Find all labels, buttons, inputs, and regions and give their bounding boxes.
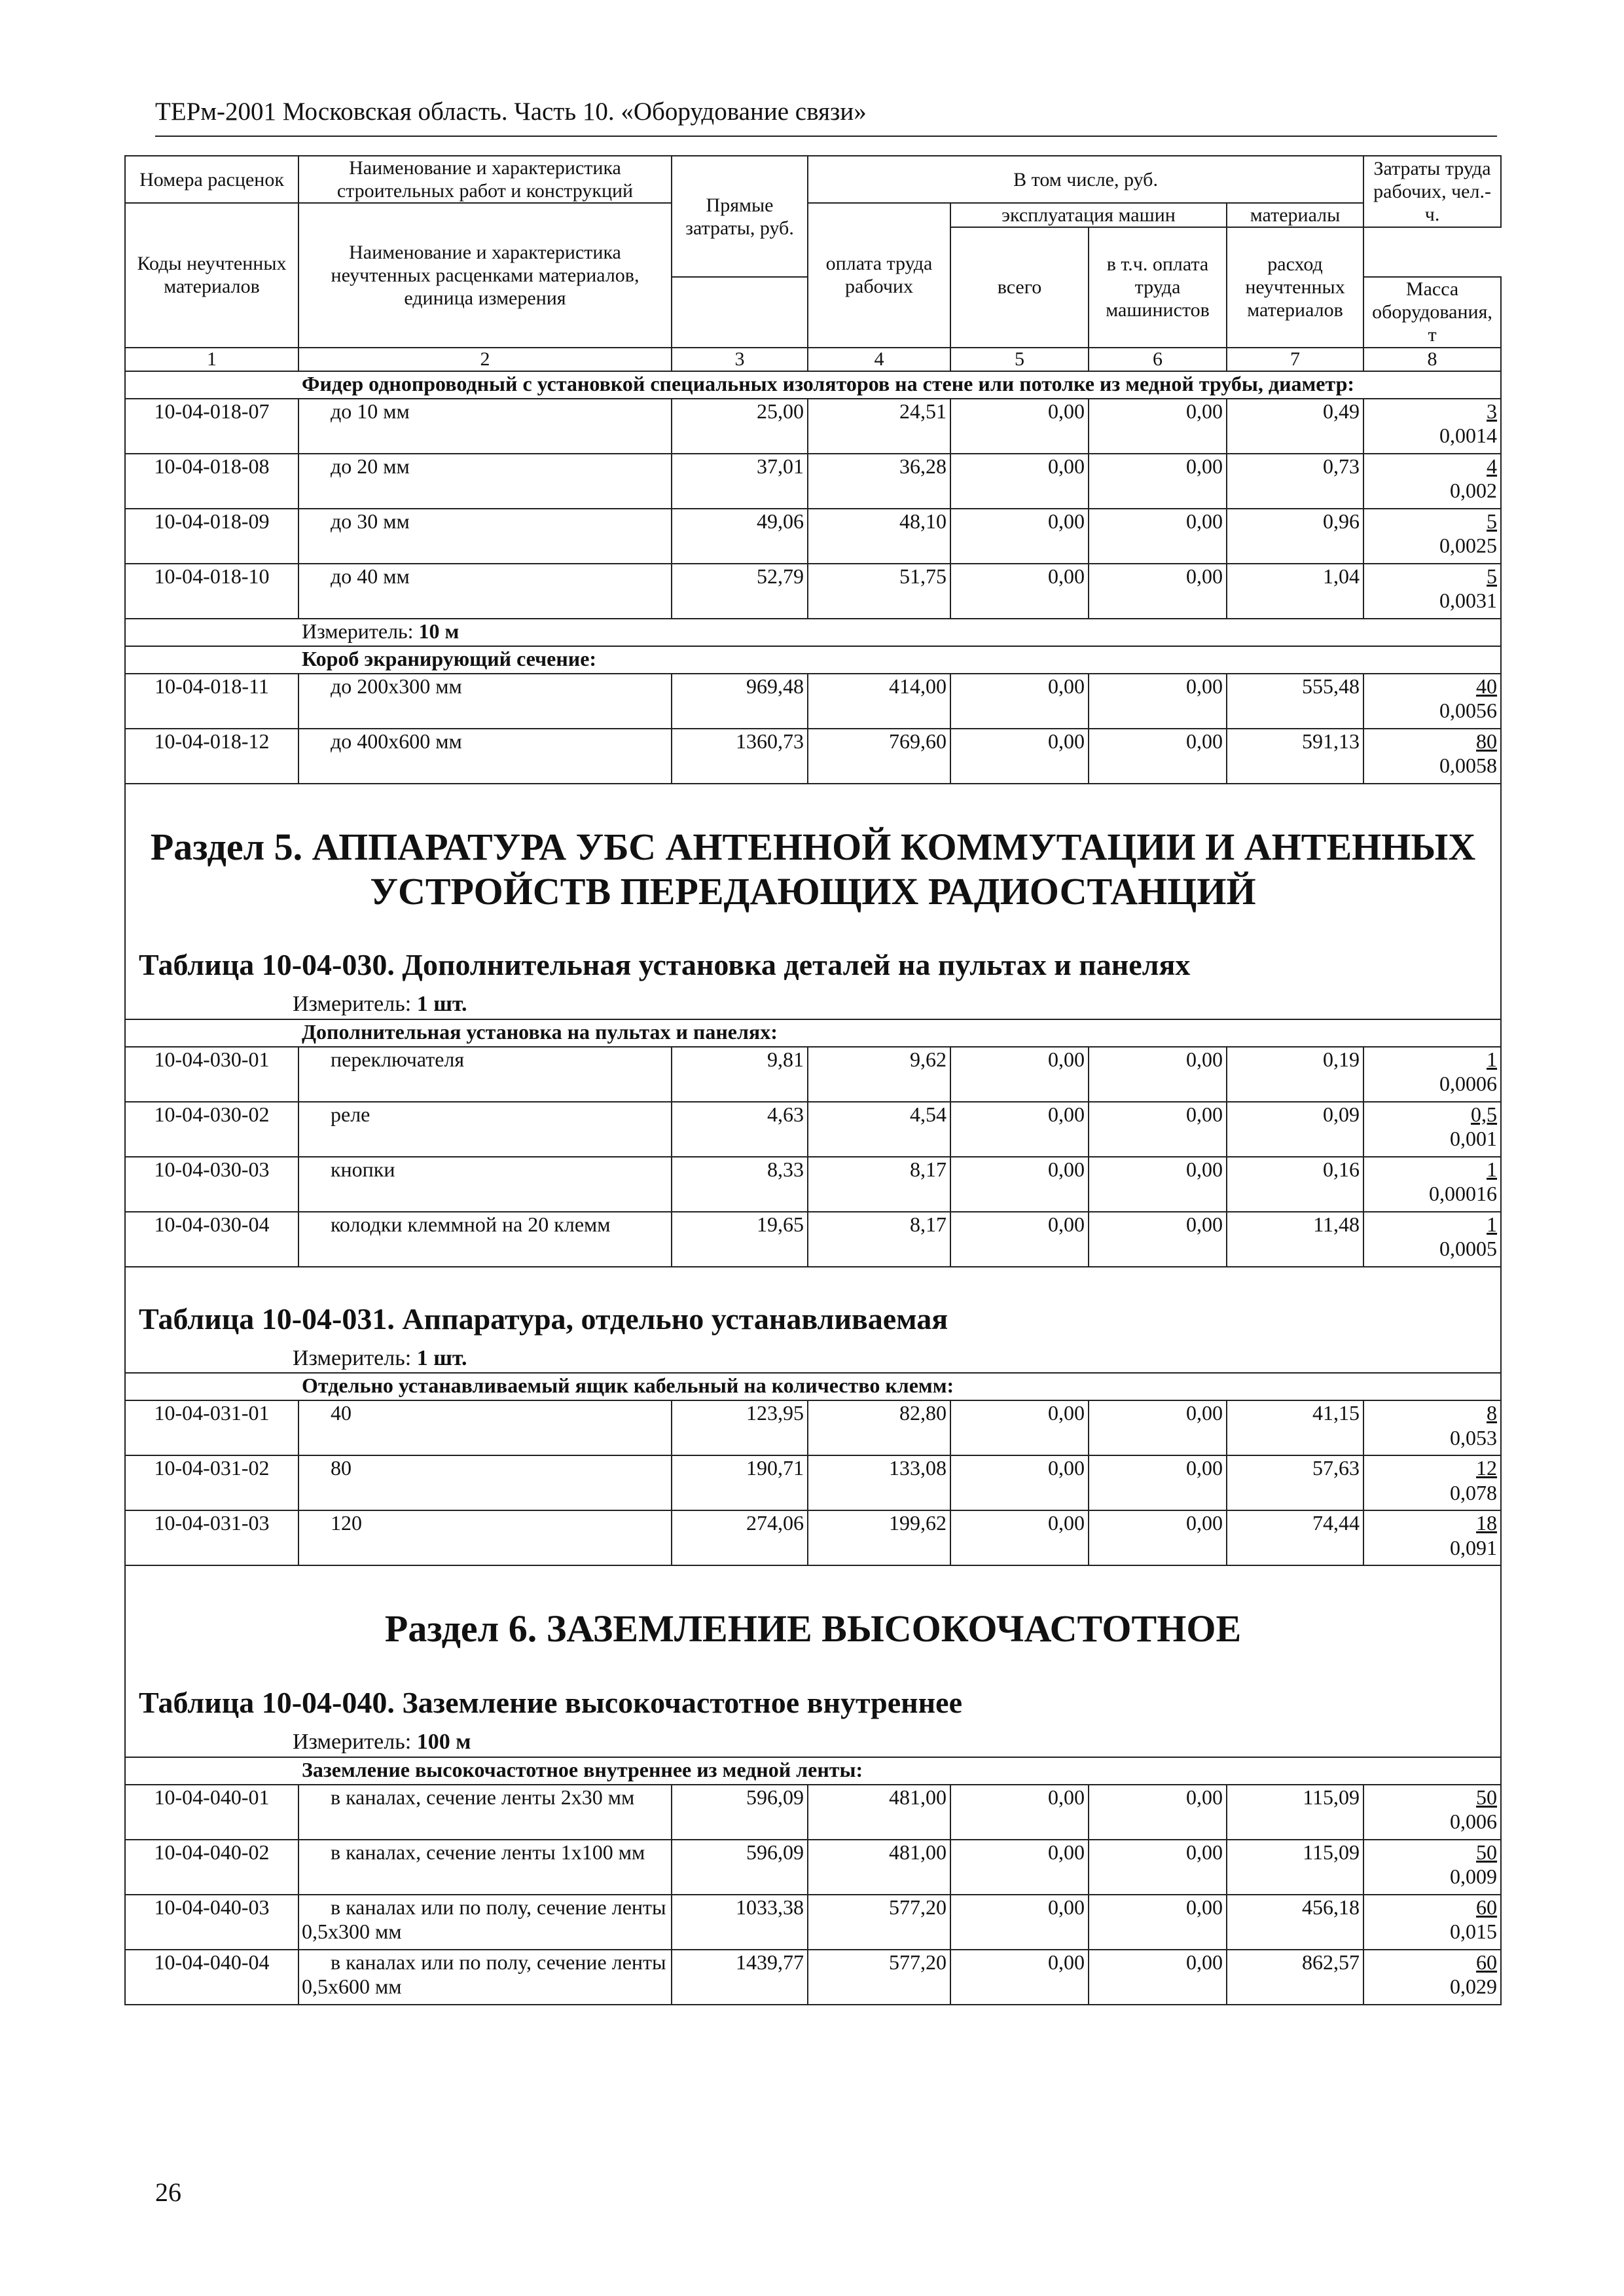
materials-cost: 41,15 — [1227, 1400, 1363, 1455]
work-name: до 30 мм — [298, 509, 672, 564]
labor-mass-cell — [1363, 1895, 1501, 1950]
machines-total: 0,00 — [950, 674, 1089, 729]
header-labor-hours: Затраты труда рабочих, чел.-ч. — [1363, 156, 1501, 227]
labor-pay: 577,20 — [808, 1950, 950, 2005]
col-number: 3 — [672, 348, 808, 372]
rate-code: 10-04-040-04 — [125, 1950, 298, 2005]
measure-label: Измеритель: — [293, 992, 412, 1017]
materials-cost: 0,73 — [1227, 454, 1363, 509]
table-row — [125, 1950, 1501, 2005]
machines-total: 0,00 — [950, 1212, 1089, 1267]
equipment-mass: 0,0025 — [1439, 534, 1498, 558]
machinists-pay: 0,00 — [1089, 1950, 1227, 2005]
labor-pay: 8,17 — [808, 1212, 950, 1267]
rate-code: 10-04-040-01 — [125, 1785, 298, 1840]
work-name: 120 — [298, 1510, 672, 1565]
labor-hours: 50 — [1476, 1785, 1498, 1809]
direct-costs: 596,09 — [672, 1840, 808, 1895]
equipment-mass: 0,0014 — [1439, 424, 1498, 448]
work-name: до 400х600 мм — [298, 729, 672, 784]
table-row — [125, 1157, 1501, 1212]
equipment-mass: 0,0056 — [1439, 699, 1498, 723]
equipment-mass: 0,0058 — [1439, 754, 1498, 778]
table-row — [125, 1840, 1501, 1895]
equipment-mass: 0,0006 — [1439, 1071, 1498, 1095]
rate-code: 10-04-030-01 — [125, 1047, 298, 1102]
labor-pay: 82,80 — [808, 1400, 950, 1455]
table-row — [125, 1047, 1501, 1102]
labor-hours: 4 — [1487, 454, 1498, 479]
rate-code: 10-04-018-12 — [125, 729, 298, 784]
header-labor-pay: оплата труда рабочих — [808, 203, 950, 347]
machinists-pay: 0,00 — [1089, 564, 1227, 619]
table-row — [125, 509, 1501, 564]
equipment-mass: 0,001 — [1450, 1126, 1498, 1150]
header-direct-costs: Прямые затраты, руб. — [672, 156, 808, 277]
labor-hours: 8 — [1487, 1401, 1498, 1425]
header-direct-costs-cont — [672, 277, 808, 347]
work-name: в каналах или по полу, сечение ленты 0,5х300 мм — [298, 1895, 672, 1950]
direct-costs: 274,06 — [672, 1510, 808, 1565]
labor-hours: 0,5 — [1471, 1102, 1498, 1126]
direct-costs: 1439,77 — [672, 1950, 808, 2005]
col-number: 6 — [1089, 348, 1227, 372]
equipment-mass: 0,0031 — [1439, 589, 1498, 613]
equipment-mass: 0,009 — [1450, 1864, 1498, 1888]
table-row — [125, 1895, 1501, 1950]
labor-hours: 50 — [1476, 1840, 1498, 1864]
header-rate-numbers: Номера расценок — [125, 156, 298, 203]
work-name: до 20 мм — [298, 454, 672, 509]
group-title: Фидер однопроводный с установкой специальных изоляторов на стене или потолке из медной трубы, диаметр: — [302, 372, 1355, 396]
labor-mass-cell — [1363, 564, 1501, 619]
header-machines: эксплуатация машин — [950, 203, 1227, 227]
direct-costs: 19,65 — [672, 1212, 808, 1267]
rate-code: 10-04-018-07 — [125, 399, 298, 454]
equipment-mass: 0,015 — [1450, 1919, 1498, 1943]
labor-hours: 5 — [1487, 509, 1498, 534]
labor-hours: 12 — [1476, 1456, 1498, 1480]
table-040-title: Таблица 10-04-040. Заземление высокочастотное внутреннее — [139, 1685, 962, 1719]
machinists-pay: 0,00 — [1089, 1455, 1227, 1510]
labor-hours: 5 — [1487, 564, 1498, 589]
group-header-row — [125, 1019, 1501, 1047]
labor-pay: 8,17 — [808, 1157, 950, 1212]
group-spacer — [125, 646, 298, 674]
labor-mass-cell — [1363, 1455, 1501, 1510]
labor-mass-cell — [1363, 1212, 1501, 1267]
work-name: реле — [298, 1102, 672, 1157]
materials-cost: 862,57 — [1227, 1950, 1363, 2005]
group-header-row — [125, 371, 1501, 399]
machinists-pay: 0,00 — [1089, 1510, 1227, 1565]
work-name: до 200х300 мм — [298, 674, 672, 729]
group-title: Отдельно устанавливаемый ящик кабельный на количество клемм: — [302, 1374, 954, 1398]
direct-costs: 969,48 — [672, 674, 808, 729]
machines-total: 0,00 — [950, 1895, 1089, 1950]
labor-mass-cell — [1363, 1840, 1501, 1895]
labor-mass-cell — [1363, 1950, 1501, 2005]
materials-cost: 0,19 — [1227, 1047, 1363, 1102]
header-equipment-mass: Масса оборудования, т — [1363, 277, 1501, 347]
table-row — [125, 564, 1501, 619]
rate-code: 10-04-030-03 — [125, 1157, 298, 1212]
equipment-mass: 0,078 — [1450, 1480, 1498, 1504]
machinists-pay: 0,00 — [1089, 1785, 1227, 1840]
machines-total: 0,00 — [950, 454, 1089, 509]
equipment-mass: 0,029 — [1450, 1974, 1498, 1998]
group-spacer — [125, 619, 298, 646]
labor-mass-cell — [1363, 399, 1501, 454]
table-row — [125, 1212, 1501, 1267]
group-header-row — [125, 1373, 1501, 1400]
materials-cost: 456,18 — [1227, 1895, 1363, 1950]
machinists-pay: 0,00 — [1089, 509, 1227, 564]
header-machines-total: всего — [950, 227, 1089, 347]
table-row — [125, 454, 1501, 509]
direct-costs: 37,01 — [672, 454, 808, 509]
machinists-pay: 0,00 — [1089, 1047, 1227, 1102]
rate-code: 10-04-031-03 — [125, 1510, 298, 1565]
direct-costs: 596,09 — [672, 1785, 808, 1840]
labor-pay: 769,60 — [808, 729, 950, 784]
table-row — [125, 1455, 1501, 1510]
direct-costs: 8,33 — [672, 1157, 808, 1212]
equipment-mass: 0,00016 — [1429, 1181, 1498, 1205]
machines-total: 0,00 — [950, 1047, 1089, 1102]
measure-value: 100 м — [416, 1730, 471, 1755]
labor-pay: 481,00 — [808, 1840, 950, 1895]
work-name: переключателя — [298, 1047, 672, 1102]
labor-mass-cell — [1363, 509, 1501, 564]
labor-pay: 414,00 — [808, 674, 950, 729]
work-name: 40 — [298, 1400, 672, 1455]
labor-pay: 24,51 — [808, 399, 950, 454]
work-name: кнопки — [298, 1157, 672, 1212]
labor-mass-cell — [1363, 1047, 1501, 1102]
measure-value: 10 м — [418, 619, 460, 644]
table-row — [125, 1785, 1501, 1840]
machines-total: 0,00 — [950, 509, 1089, 564]
materials-cost: 591,13 — [1227, 729, 1363, 784]
labor-mass-cell — [1363, 454, 1501, 509]
direct-costs: 190,71 — [672, 1455, 808, 1510]
materials-cost: 115,09 — [1227, 1785, 1363, 1840]
direct-costs: 1360,73 — [672, 729, 808, 784]
direct-costs: 25,00 — [672, 399, 808, 454]
labor-hours: 40 — [1476, 674, 1498, 699]
running-header: ТЕРм-2001 Московская область. Часть 10. «Оборудование связи» — [155, 97, 1497, 137]
section-5-title: Раздел 5. АППАРАТУРА УБС АНТЕННОЙ КОММУТАЦИИ И АНТЕННЫХ УСТРОЙСТВ ПЕРЕДАЮЩИХ РАДИОСТАНЦИЙ — [150, 826, 1476, 913]
labor-pay: 133,08 — [808, 1455, 950, 1510]
materials-cost: 0,09 — [1227, 1102, 1363, 1157]
measure-label: Измеритель: — [293, 1346, 412, 1371]
header-unaccounted-materials: расход неучтенных материалов — [1227, 227, 1363, 347]
machines-total: 0,00 — [950, 1157, 1089, 1212]
table-030-title: Таблица 10-04-030. Дополнительная установка деталей на пультах и панелях — [139, 947, 1191, 981]
equipment-mass: 0,006 — [1450, 1809, 1498, 1833]
group-spacer — [125, 1757, 298, 1785]
labor-hours: 1 — [1487, 1157, 1498, 1181]
col-number: 2 — [298, 348, 672, 372]
materials-cost: 11,48 — [1227, 1212, 1363, 1267]
labor-pay: 199,62 — [808, 1510, 950, 1565]
page-number: 26 — [155, 2178, 181, 2207]
section-5-row — [125, 784, 1501, 1019]
table-row — [125, 1400, 1501, 1455]
work-name: в каналах или по полу, сечение ленты 0,5х600 мм — [298, 1950, 672, 2005]
column-number-row — [125, 348, 1501, 372]
work-name: в каналах, сечение ленты 2х30 мм — [298, 1785, 672, 1840]
rate-code: 10-04-040-02 — [125, 1840, 298, 1895]
materials-cost: 0,49 — [1227, 399, 1363, 454]
group-spacer — [125, 1373, 298, 1400]
measure-value: 1 шт. — [416, 1346, 467, 1371]
machinists-pay: 0,00 — [1089, 1102, 1227, 1157]
labor-mass-cell — [1363, 1785, 1501, 1840]
work-name: до 40 мм — [298, 564, 672, 619]
header-including: В том числе, руб. — [808, 156, 1363, 203]
group-header-row — [125, 646, 1501, 674]
machinists-pay: 0,00 — [1089, 1400, 1227, 1455]
labor-pay: 51,75 — [808, 564, 950, 619]
direct-costs: 1033,38 — [672, 1895, 808, 1950]
materials-cost: 74,44 — [1227, 1510, 1363, 1565]
work-name: в каналах, сечение ленты 1х100 мм — [298, 1840, 672, 1895]
machines-total: 0,00 — [950, 1785, 1089, 1840]
materials-cost: 1,04 — [1227, 564, 1363, 619]
col-number: 4 — [808, 348, 950, 372]
labor-hours: 3 — [1487, 399, 1498, 424]
labor-hours: 60 — [1476, 1950, 1498, 1974]
labor-mass-cell — [1363, 1400, 1501, 1455]
direct-costs: 4,63 — [672, 1102, 808, 1157]
work-name: до 10 мм — [298, 399, 672, 454]
measure-value: 1 шт. — [416, 992, 467, 1017]
equipment-mass: 0,091 — [1450, 1535, 1498, 1559]
materials-cost: 57,63 — [1227, 1455, 1363, 1510]
direct-costs: 9,81 — [672, 1047, 808, 1102]
labor-hours: 1 — [1487, 1212, 1498, 1236]
col-number: 7 — [1227, 348, 1363, 372]
machines-total: 0,00 — [950, 1950, 1089, 2005]
labor-mass-cell — [1363, 1102, 1501, 1157]
table-row — [125, 1510, 1501, 1565]
equipment-mass: 0,002 — [1450, 479, 1498, 503]
machinists-pay: 0,00 — [1089, 1840, 1227, 1895]
table-row — [125, 729, 1501, 784]
header-material-codes: Коды неучтенных материалов — [125, 203, 298, 347]
equipment-mass: 0,053 — [1450, 1425, 1498, 1449]
table-row — [125, 399, 1501, 454]
machines-total: 0,00 — [950, 1455, 1089, 1510]
labor-mass-cell — [1363, 674, 1501, 729]
table-031-title: Таблица 10-04-031. Аппаратура, отдельно устанавливаемая — [139, 1302, 948, 1336]
labor-pay: 9,62 — [808, 1047, 950, 1102]
header-materials: материалы — [1227, 203, 1363, 227]
materials-cost: 0,16 — [1227, 1157, 1363, 1212]
machines-total: 0,00 — [950, 1102, 1089, 1157]
group-title: Заземление высокочастотное внутреннее из медной ленты: — [302, 1757, 863, 1781]
machinists-pay: 0,00 — [1089, 454, 1227, 509]
rate-code: 10-04-031-02 — [125, 1455, 298, 1510]
labor-pay: 48,10 — [808, 509, 950, 564]
rate-code: 10-04-018-11 — [125, 674, 298, 729]
machines-total: 0,00 — [950, 1400, 1089, 1455]
machinists-pay: 0,00 — [1089, 1895, 1227, 1950]
group-title: Дополнительная установка на пультах и панелях: — [302, 1019, 778, 1044]
header-machinists-pay: в т.ч. оплата труда машинистов — [1089, 227, 1227, 347]
direct-costs: 123,95 — [672, 1400, 808, 1455]
measure-label: Измеритель: — [293, 1730, 412, 1755]
labor-mass-cell — [1363, 729, 1501, 784]
col-number: 8 — [1363, 348, 1501, 372]
materials-cost: 115,09 — [1227, 1840, 1363, 1895]
group-header-row — [125, 1757, 1501, 1785]
section-6-row — [125, 1565, 1501, 1757]
section-6-title: Раздел 6. ЗАЗЕМЛЕНИЕ ВЫСОКОЧАСТОТНОЕ — [384, 1607, 1242, 1650]
labor-pay: 4,54 — [808, 1102, 950, 1157]
labor-mass-cell — [1363, 1510, 1501, 1565]
machinists-pay: 0,00 — [1089, 1212, 1227, 1267]
machines-total: 0,00 — [950, 1840, 1089, 1895]
machines-total: 0,00 — [950, 729, 1089, 784]
labor-hours: 1 — [1487, 1047, 1498, 1071]
col-number: 1 — [125, 348, 298, 372]
machinists-pay: 0,00 — [1089, 1157, 1227, 1212]
rate-code: 10-04-030-04 — [125, 1212, 298, 1267]
table-row — [125, 1102, 1501, 1157]
labor-hours: 80 — [1476, 729, 1498, 754]
header-material-name: Наименование и характеристика неучтенных расценками материалов, единица измерения — [298, 203, 672, 347]
machines-total: 0,00 — [950, 399, 1089, 454]
rate-code: 10-04-018-09 — [125, 509, 298, 564]
machinists-pay: 0,00 — [1089, 399, 1227, 454]
labor-hours: 60 — [1476, 1895, 1498, 1919]
rate-code: 10-04-018-08 — [125, 454, 298, 509]
work-name: 80 — [298, 1455, 672, 1510]
labor-pay: 577,20 — [808, 1895, 950, 1950]
equipment-mass: 0,0005 — [1439, 1236, 1498, 1260]
machines-total: 0,00 — [950, 564, 1089, 619]
labor-pay: 36,28 — [808, 454, 950, 509]
work-name: колодки клеммной на 20 клемм — [298, 1212, 672, 1267]
measure-label: Измеритель: — [302, 619, 414, 644]
group-title: Короб экранирующий сечение: — [302, 647, 597, 671]
header-work-name: Наименование и характеристика строительных работ и конструкций — [298, 156, 672, 203]
machinists-pay: 0,00 — [1089, 729, 1227, 784]
direct-costs: 49,06 — [672, 509, 808, 564]
col-number: 5 — [950, 348, 1089, 372]
labor-pay: 481,00 — [808, 1785, 950, 1840]
rate-code: 10-04-031-01 — [125, 1400, 298, 1455]
machines-total: 0,00 — [950, 1510, 1089, 1565]
labor-mass-cell — [1363, 1157, 1501, 1212]
rate-code: 10-04-040-03 — [125, 1895, 298, 1950]
machinists-pay: 0,00 — [1089, 674, 1227, 729]
group-spacer — [125, 1019, 298, 1047]
table-row — [125, 674, 1501, 729]
direct-costs: 52,79 — [672, 564, 808, 619]
table-031-row — [125, 1267, 1501, 1374]
materials-cost: 555,48 — [1227, 674, 1363, 729]
rate-code: 10-04-030-02 — [125, 1102, 298, 1157]
measure-row — [125, 619, 1501, 646]
materials-cost: 0,96 — [1227, 509, 1363, 564]
price-table — [124, 155, 1502, 2005]
labor-hours: 18 — [1476, 1511, 1498, 1535]
group-spacer — [125, 371, 298, 399]
rate-code: 10-04-018-10 — [125, 564, 298, 619]
